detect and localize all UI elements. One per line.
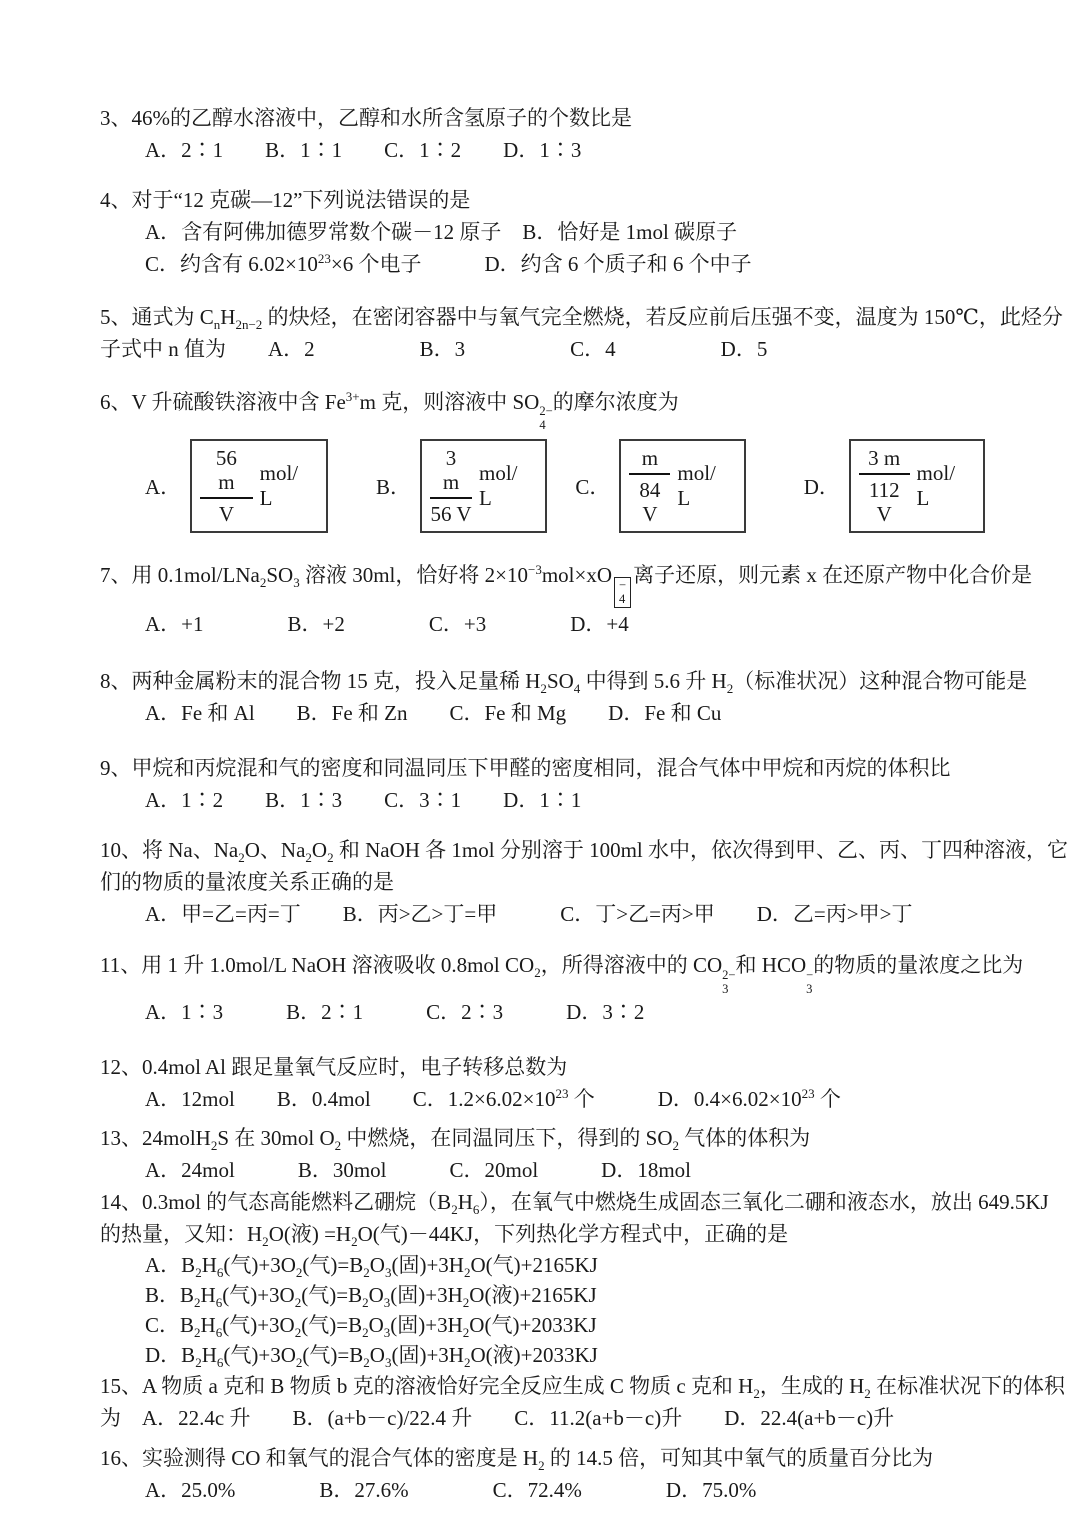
fraction-denominator: 112 V [868, 478, 900, 527]
option-label: B． [376, 475, 412, 500]
fraction-box [190, 439, 328, 533]
fraction [629, 446, 670, 526]
question-5 [100, 301, 1063, 365]
question-12 [100, 1051, 985, 1115]
question-16 [100, 1442, 985, 1506]
question-10-line-1: 10、将 Na、$Na_2O$、$Na_2O_2$ 和 NaOH 各 1mol 分别溶于 100ml 水中，依次得到甲、乙、丙、丁四种溶液，它 [100, 838, 1069, 866]
fraction-unit: mol/ L [259, 461, 299, 511]
question-6 [100, 386, 985, 533]
question-10-line-2: 们的物质的量浓度关系正确的是 [100, 870, 394, 895]
question-12-line-1: 12、0.4mol Al 跟足量氧气反应时，电子转移总数为 [100, 1055, 568, 1080]
question-14-line-2: 的热量，又知：$H_2O$(液) $=H_2O$(气)－44KJ，下列热化学方程式中，正确的是 [100, 1222, 789, 1250]
fraction [859, 446, 910, 526]
option-label: C． [575, 475, 611, 500]
question-7-line-2: A．+1 B．+2 C．+3 D．+4 [145, 612, 629, 637]
fraction-unit: mol/ L [916, 461, 956, 511]
question-14-line-3: A．$B_2H_6$(气)$+3O_2$(气)$=B_2O_3$(固)$+3H_2O$(气)+2165KJ [145, 1253, 598, 1281]
question-list [100, 102, 1069, 1506]
fraction-unit: mol/ L [677, 461, 716, 511]
question-5-line-2: 子式中 n 值为 A．2 B．3 C．4 D．5 [100, 337, 768, 361]
question-14-line-4: B．$B_2H_6$(气)$+3O_2$(气)$=B_2O_3$(固)$+3H_2O$(液)+2165KJ [145, 1283, 597, 1311]
fraction-numerator: 3 m [859, 446, 910, 475]
fraction [200, 446, 252, 526]
fraction-box [619, 439, 745, 533]
question-13-line-1: 13、24molH$_2$S 在 30mol $O_2$ 中燃烧，在同温同压下，得到的 $SO_2$ 气体的体积为 [100, 1126, 811, 1154]
question-6-line-1: 6、V 升硫酸铁溶液中含 $Fe^{3+}m$ 克，则溶液中 SO 2− 4 的摩尔浓度为 [100, 389, 679, 433]
question-10 [100, 834, 1069, 930]
question-7-line-1: 7、用 $0.1mol/LNa_2SO_3$ 溶液 30ml，恰好将 $2\times 10^{-3}mol\times xO$ − 4 离子还原，则元素 x 在还原产物中化合价是 [100, 559, 985, 608]
question-4-line-1: 4、对于“12 克碳—12”下列说法错误的是 [100, 188, 471, 212]
fraction-box [849, 439, 985, 533]
question-12-line-2: A．12mol B．0.4mol C．$1.2\times 6.02\times 10^{23}$ 个 D．$0.4\times 6.02\times 10^{23}$ 个 [145, 1086, 841, 1112]
question-3-line-2: A．2∶1 B．1∶1 C．1∶2 D．1∶3 [145, 138, 582, 162]
question-16-line-1: 16、实验测得 CO 和氧气的混合气体的密度是 $H_2$ 的 14.5 倍，可知其中氧气的质量百分比为 [100, 1446, 934, 1474]
question-8 [100, 665, 1028, 729]
question-6-fraction-options [100, 439, 985, 533]
fraction [430, 446, 472, 526]
fraction-numerator: 3 m [430, 446, 472, 499]
question-11-line-1: 11、用 1 升 1.0mol/L NaOH 溶液吸收 0.8mol $CO_2$，所得溶液中的 CO 2− 3 和 HCO − 3 的物质的量浓度之比为 [100, 953, 1024, 996]
option-A [145, 439, 328, 533]
question-11-line-2: A．1∶3 B．2∶1 C．2∶3 D．3∶2 [145, 1000, 645, 1025]
question-15-line-1: 15、A 物质 a 克和 B 物质 b 克的溶液恰好完全反应生成 C 物质 c 克和 $H_2$，生成的 $H_2$ 在标准状况下的体积 [100, 1374, 1066, 1402]
question-15-line-2: 为 A．22.4c 升 B．(a+b－c)/22.4 升 C．11.2(a+b－c)升 D．22.4(a+b－c)升 [100, 1406, 895, 1431]
option-label: A． [145, 475, 182, 500]
fraction-denominator: V [218, 502, 234, 527]
question-7 [100, 559, 1033, 640]
question-8-line-2: A．Fe 和 Al B．Fe 和 Zn C．Fe 和 Mg D．Fe 和 Cu [145, 701, 722, 726]
question-14-line-5: C．$B_2H_6$(气)$+3O_2$(气)$=B_2O_3$(固)$+3H_2O$(气)+2033KJ [145, 1313, 597, 1341]
question-4-line-3: C．约含有 $6.02\times 10^{23}\times 6$ 个电子 D．约含 6 个质子和 6 个中子 [145, 251, 752, 276]
question-14-line-6: D．$B_2H_6$(气)$+3O_2$(气)$=B_2O_3$(固)$+3H_2O$(液)+2033KJ [145, 1343, 598, 1371]
question-16-line-2: A．25.0% B．27.6% C．72.4% D．75.0% [145, 1478, 757, 1503]
question-13 [100, 1122, 985, 1186]
option-C [575, 439, 745, 533]
fraction-numerator: m [629, 446, 670, 475]
fraction-denominator: 56 V [430, 502, 472, 527]
option-label: D． [803, 475, 840, 500]
question-9 [100, 752, 985, 816]
question-14 [100, 1186, 1049, 1371]
fraction-box [420, 439, 547, 533]
question-3 [100, 102, 985, 166]
question-4 [100, 184, 985, 280]
fraction-unit: mol/ L [479, 461, 518, 511]
question-4-line-2: A．含有阿佛加德罗常数个碳－12 原子 B．恰好是 1mol 碳原子 [145, 220, 738, 244]
question-5-line-1: 5、通式为 $C_nH_{2n-2}$ 的炔烃，在密闭容器中与氧气完全燃烧，若反应前后压强不变，温度为 150℃，此烃分 [100, 305, 1063, 333]
question-11 [100, 949, 1024, 1028]
option-B [376, 439, 547, 533]
question-9-line-1: 9、甲烷和丙烷混和气的密度和同温同压下甲醛的密度相同，混合气体中甲烷和丙烷的体积比 [100, 756, 951, 781]
fraction-denominator: 84 V [639, 478, 661, 527]
question-8-line-1: 8、两种金属粉末的混合物 15 克，投入足量稀 $H_2SO_4$ 中得到 5.6 升 $H_2$（标准状况）这种混合物可能是 [100, 669, 1028, 697]
fraction-numerator: 56 m [200, 446, 252, 499]
question-14-line-1: 14、0.3mol 的气态高能燃料乙硼烷$(B_2H_6)$，在氧气中燃烧生成固态三氧化二硼和液态水，放出 649.5KJ [100, 1190, 1049, 1218]
question-15 [100, 1370, 1066, 1434]
question-9-line-2: A．1∶2 B．1∶3 C．3∶1 D．1∶1 [145, 788, 582, 813]
option-D [804, 439, 985, 533]
question-13-line-2: A．24mol B．30mol C．20mol D．18mol [145, 1158, 692, 1183]
question-3-line-1: 3、46%的乙醇水溶液中，乙醇和水所含氢原子的个数比是 [100, 106, 632, 130]
question-10-line-3: A．甲=乙=丙=丁 B．丙>乙>丁=甲 C．丁>乙=丙>甲 D．乙=丙>甲>丁 [145, 902, 913, 927]
